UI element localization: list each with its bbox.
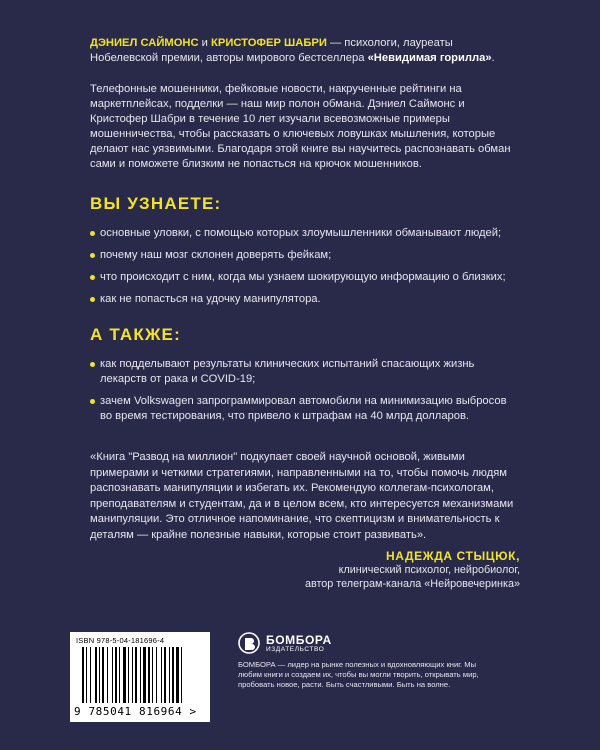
barcode-bar [172, 647, 174, 703]
reviewer-channel: автор телеграм-канала «Нейровечеринка» [304, 578, 520, 590]
barcode-bar [86, 647, 87, 703]
barcode-bar [140, 647, 141, 703]
barcode-bar [181, 647, 182, 703]
barcode-bar [164, 647, 166, 703]
review-quote: «Книга "Развод на миллион" подкупает своей научной основой, живыми примерами и четкими стратегиями, направленными на то, чтобы помочь людям распознавать манипуляции и избегать их. Рекомендую коллегам-психологам, преподавателям и студентам, да и в целом всем, кто интересуется механизмами манипуляции. Это отличное напоминание, что скептицизм и внимательность к деталям — крайне полезные навыки, которые стоит развивать». [90, 451, 514, 541]
list-item: как не попасться на удочку манипулятора. [90, 292, 520, 307]
barcode-bar [176, 647, 179, 703]
barcode-bar [152, 647, 153, 703]
section-heading-learn: ВЫ УЗНАЕТЕ: [90, 194, 222, 213]
list-item: как подделывают результаты клинических испытаний спасающих жизнь лекарств от рака и COVID-19; [90, 357, 520, 387]
authors-text-end: . [491, 52, 495, 64]
bombora-logo-icon [238, 632, 260, 654]
barcode-bar [135, 647, 137, 703]
authors-intro [90, 36, 520, 66]
barcode-bar [115, 647, 117, 703]
barcode-bar [99, 647, 100, 703]
barcode-bar [161, 647, 162, 703]
publisher-sub: ИЗДАТЕЛЬСТВО [266, 645, 325, 653]
barcode-bar [82, 647, 84, 703]
barcode-bar [143, 647, 146, 703]
description: Телефонные мошенники, фейковые новости, накрученные рейтинги на маркетплейсах, подделки — наш мир полон обмана. Дэниел Саймонс и Кристофер Шабри в течение 10 лет изучали всевозможные примеры мошенничества, чтобы рассказать о ключевых ловушках мышления, которые делают нас уязвимыми. Благодаря этой книге вы научитесь распознавать обман сами и поможете близким не попасться на крючок мошенников. [90, 83, 511, 170]
publisher-logo [238, 632, 498, 654]
section-heading-also: А ТАКЖЕ: [90, 325, 181, 344]
list-item: основные уловки, с помощью которых злоумышленники обманывают людей; [90, 226, 520, 241]
barcode-digits: 9 785041 816964 > [74, 705, 197, 718]
bestseller-title: «Невидимая горилла» [367, 52, 492, 64]
publisher-name: БОМБОРА [266, 632, 332, 647]
list-item: что происходит с ним, когда мы узнаем шокирующую информацию о близких; [90, 270, 520, 285]
barcode [70, 632, 210, 722]
conjunction: и [198, 37, 212, 49]
reviewer-title: клинический психолог, нейробиолог, [338, 564, 520, 576]
barcode-bar [112, 647, 113, 703]
list-item: почему наш мозг склонен доверять фейкам; [90, 248, 520, 263]
list-item: зачем Volkswagen запрограммировал автомобили на минимизацию выбросов во время тестирования, что привело к штрафам на 40 млрд долларов. [90, 394, 520, 424]
review-attribution [90, 549, 520, 591]
reviewer-name: НАДЕЖДА СТЫЦЮК, [386, 549, 520, 563]
barcode-bar [102, 647, 104, 703]
author-1: ДЭНИЕЛ САЙМОНС [90, 37, 199, 49]
barcode-bar [90, 647, 91, 703]
cover-text [90, 36, 520, 591]
also-list [90, 357, 520, 424]
publisher-block [238, 632, 498, 690]
barcode-bar [169, 647, 170, 703]
barcode-bar [123, 647, 126, 703]
barcode-bar [132, 647, 133, 703]
author-2: КРИСТОФЕР ШАБРИ [211, 37, 327, 49]
publisher-blurb: БОМБОРА — лидер на рынке полезных и вдохновляющих книг. Мы любим книги и создаем их, чтобы вы могли творить, открывать мир, пробовать новое, расти. Быть счастливыми. Быть на волне. [238, 660, 479, 689]
barcode-bar [107, 647, 108, 703]
barcode-bar [128, 647, 129, 703]
isbn-label: ISBN 978-5-04-181696-4 [76, 636, 165, 645]
barcode-bar [156, 647, 157, 703]
barcode-bar [95, 647, 97, 703]
barcode-bars [82, 647, 204, 703]
authors-text: — психологи, лауреаты Нобелевской премии, авторы мирового бестселлера [90, 37, 453, 64]
barcode-bar [148, 647, 150, 703]
learn-list [90, 226, 520, 307]
barcode-bar [119, 647, 120, 703]
